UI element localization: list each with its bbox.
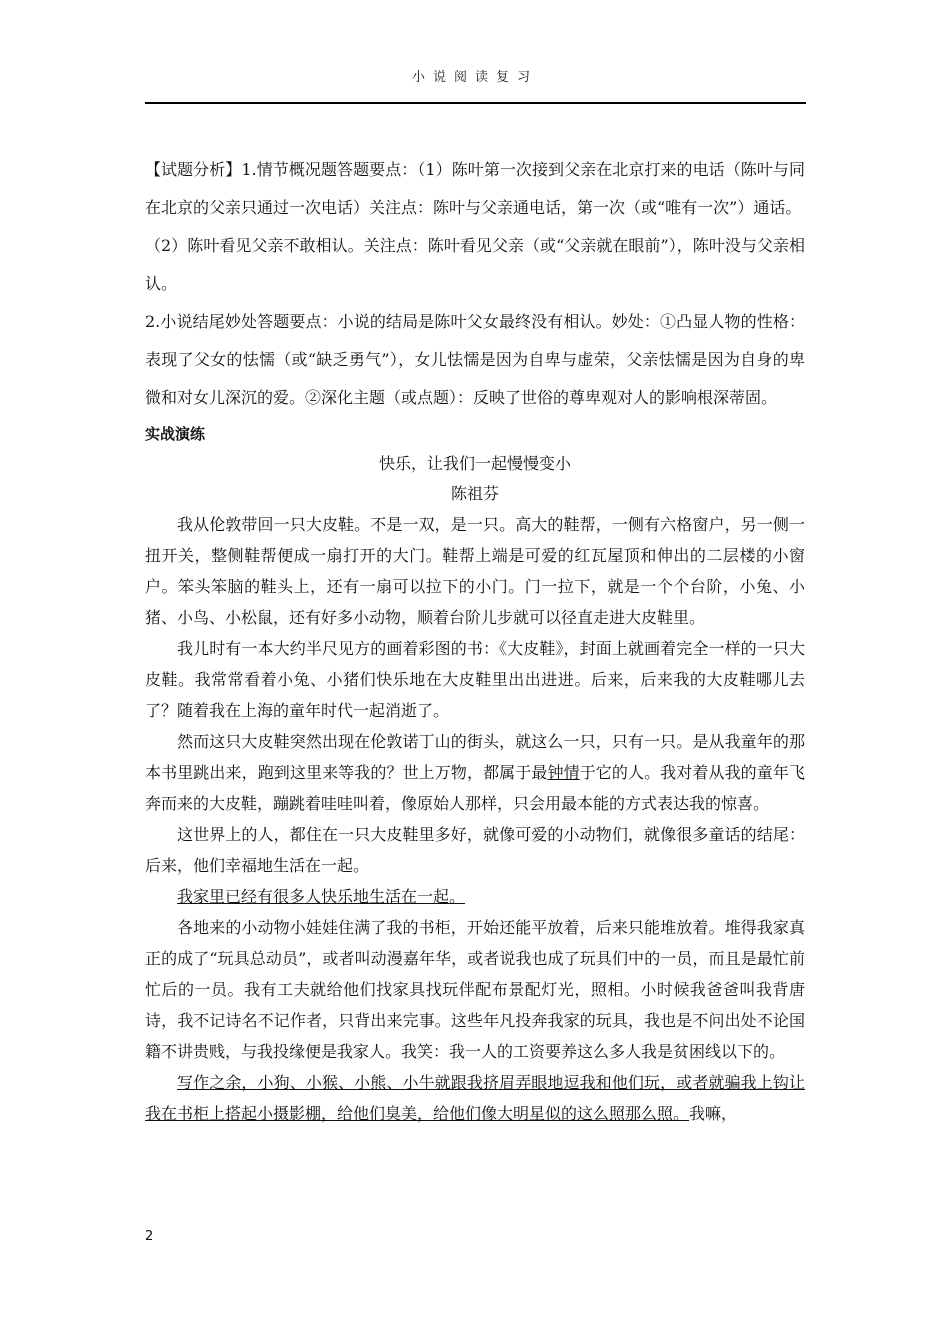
story-paragraph-6: 各地来的小动物小娃娃住满了我的书柜，开始还能平放着，后来只能堆放着。堆得我家真正的成了“玩具总动员”，或者叫动漫嘉年华，或者说我也成了玩具们中的一员，而且是最忙前忙后的一员。我有工夫就给他们找家具找玩伴配布景配灯光，照相。小时候我爸爸叫我背唐诗，我不记诗名不记作者，只背出来完事。这些年凡投奔我家的玩具，我也是不问出处不论国籍不讲贵贱，与我投缘便是我家人。我笑：我一人的工资要养这么多人我是贫困线以下的。 — [145, 918, 805, 1061]
story-author: 陈祖芬 — [450, 484, 499, 503]
story-paragraph-4: 这世界上的人，都住在一只大皮鞋里多好，就像可爱的小动物们，就像很多童话的结尾：后来，他们幸福地生活在一起。 — [145, 825, 805, 875]
story-paragraph-1: 我从伦敦带回一只大皮鞋。不是一双，是一只。高大的鞋帮，一侧有六格窗户，另一侧一扭开关，整侧鞋帮便成一扇打开的大门。鞋帮上端是可爱的红瓦屋顶和伸出的二层楼的小窗户。笨头笨脑的鞋头上，还有一扇可以拉下的小门。门一拉下，就是一个个台阶，小兔、小猪、小鸟、小松鼠，还有好多小动物，顺着台阶儿步就可以径直走进大皮鞋里。 — [145, 515, 805, 627]
header-title: 小说阅读复习 — [411, 70, 538, 85]
underlined-sentence-2: 写作之余，小狗、小猴、小熊、小牛就跟我挤眉弄眼地逗我和他们玩，或者就骗我上钩让我在书柜上搭起小摄影棚，给他们臭美，给他们像大明星似的这么照那么照。 — [145, 1073, 805, 1123]
page-number: 2 — [145, 1229, 154, 1244]
story-paragraph-3-start: 然而这只大皮鞋突然出现在伦敦诺丁山的街头，就这么一只，只有一只。是从我童年的那本书里跳出来，跑到这里来等我的？世上万物，都属于最 — [145, 732, 805, 782]
analysis-paragraph-3: 2.小说结尾妙处答题要点：小说的结局是陈叶父女最终没有相认。妙处：①凸显人物的性格：表现了父女的怯懦（或“缺乏勇气”），女儿怯懦是因为自卑与虚荣，父亲怯懦是因为自身的卑微和对女儿深沉的爱。②深化主题（或点题）：反映了世俗的尊卑观对人的影响根深蒂固。 — [145, 312, 805, 407]
underlined-word: 钟情 — [547, 763, 580, 782]
story-section — [145, 449, 805, 1129]
story-paragraph-7 — [145, 1067, 805, 1129]
analysis-paragraph-2: （2）陈叶看见父亲不敢相认。关注点：陈叶看见父亲（或“父亲就在眼前”），陈叶没与父亲相认。 — [145, 236, 805, 293]
story-paragraph-3-end: 于它的人。我对着从我的童年飞奔而来的大皮鞋，蹦跳着哇哇叫着，像原始人那样，只会用最本能的方式表达我的惊喜。 — [145, 763, 805, 813]
underlined-sentence-1: 我家里已经有很多人快乐地生活在一起。 — [177, 887, 466, 906]
story-paragraph-2: 我儿时有一本大约半尺见方的画着彩图的书：《大皮鞋》，封面上就画着完全一样的一只大皮鞋。我常常看着小兔、小猪们快乐地在大皮鞋里出出进进。后来，后来我的大皮鞋哪儿去了？随着我在上海的童年时代一起消逝了。 — [145, 639, 805, 720]
practice-heading: 实战演练 — [145, 425, 206, 443]
story-paragraph-7-end: 我嘛， — [689, 1104, 738, 1123]
story-paragraph-5 — [145, 881, 805, 912]
analysis-paragraph-1: 【试题分析】1.情节概况题答题要点：（1）陈叶第一次接到父亲在北京打来的电话（陈叶与同在北京的父亲只通过一次电话）关注点：陈叶与父亲通电话，第一次（或“唯有一次”）通话。 — [145, 160, 805, 217]
header-divider — [145, 102, 806, 104]
story-paragraph-3 — [145, 726, 805, 819]
document-body — [145, 151, 805, 1129]
story-title: 快乐，让我们一起慢慢变小 — [378, 454, 571, 473]
analysis-section — [145, 151, 805, 417]
